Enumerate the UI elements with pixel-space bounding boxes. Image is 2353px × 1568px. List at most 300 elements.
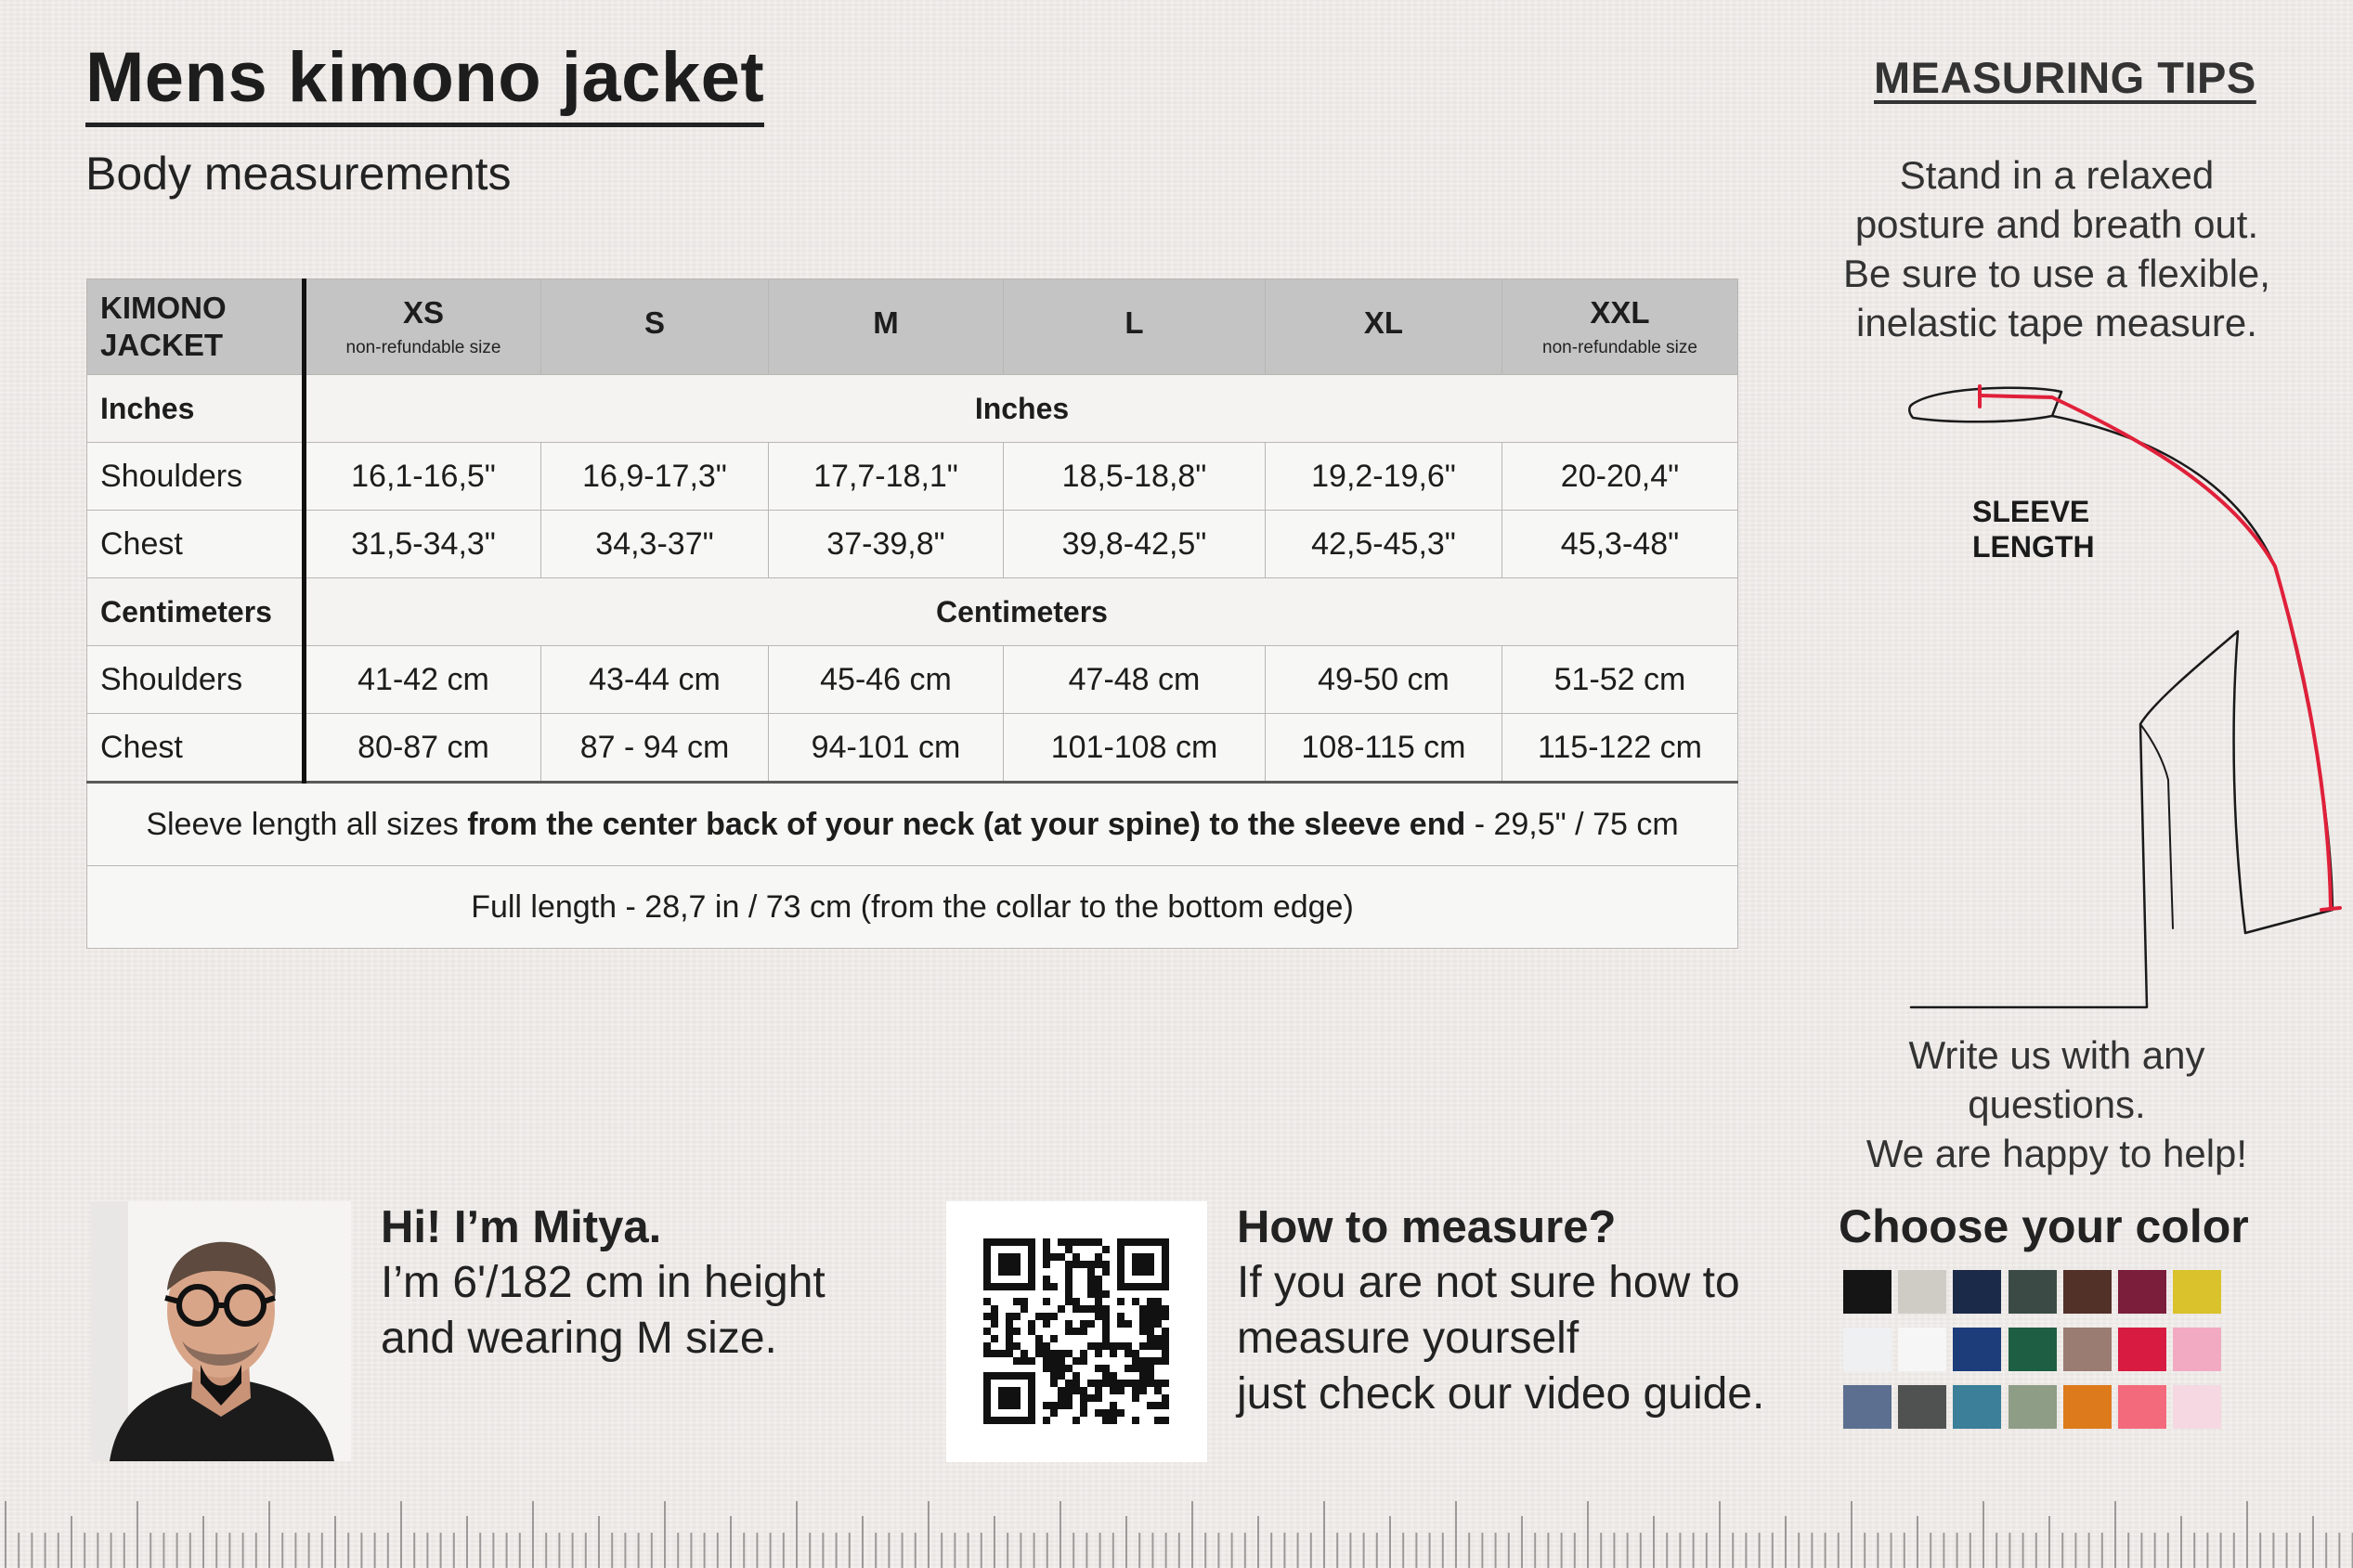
- qr-module: [1043, 1320, 1050, 1328]
- qr-module: [1050, 1372, 1058, 1380]
- qr-module: [1043, 1261, 1050, 1268]
- qr-module: [1147, 1402, 1154, 1409]
- qr-module: [1095, 1298, 1102, 1305]
- qr-module: [1087, 1305, 1095, 1313]
- measure-line: [1980, 386, 2340, 910]
- qr-module: [1043, 1246, 1050, 1253]
- table-cell: 49-50 cm: [1266, 646, 1502, 714]
- qr-module: [1043, 1313, 1050, 1320]
- qr-module: [1080, 1320, 1087, 1328]
- qr-module: [1102, 1335, 1110, 1342]
- corner-line-1: KIMONO: [100, 291, 227, 326]
- qr-finder: [983, 1372, 991, 1424]
- color-swatch[interactable]: [2173, 1385, 2221, 1429]
- qr-module: [1154, 1380, 1162, 1387]
- qr-module: [1147, 1342, 1154, 1350]
- qr-module: [1043, 1298, 1050, 1305]
- qr-module: [1154, 1335, 1162, 1342]
- size-label: M: [873, 305, 899, 340]
- qr-module: [1087, 1261, 1095, 1268]
- size-header-s: [541, 279, 769, 375]
- qr-module: [1095, 1350, 1102, 1357]
- color-swatch[interactable]: [1843, 1270, 1892, 1314]
- qr-module: [1095, 1394, 1102, 1402]
- size-label: XXL: [1590, 295, 1650, 330]
- table-cell: 47-48 cm: [1004, 646, 1266, 714]
- qr-module: [1110, 1402, 1117, 1409]
- qr-module: [1013, 1313, 1020, 1320]
- qr-module: [1065, 1238, 1072, 1246]
- qr-module: [1117, 1342, 1124, 1350]
- qr-module: [1013, 1357, 1020, 1365]
- qr-module: [1095, 1342, 1102, 1350]
- sleeve-note-bold: from the center back of your neck (at your spine) to the sleeve end: [467, 806, 1466, 842]
- qr-finder: [1028, 1238, 1035, 1290]
- qr-module: [1154, 1298, 1162, 1305]
- qr-module: [1102, 1342, 1110, 1350]
- sleeve-note-part2: - 29,5" / 75 cm: [1465, 806, 1679, 842]
- color-swatch[interactable]: [1843, 1328, 1892, 1371]
- qr-module: [1065, 1246, 1072, 1253]
- color-swatch[interactable]: [2173, 1328, 2221, 1371]
- qr-module: [1102, 1328, 1110, 1335]
- qr-module: [1154, 1313, 1162, 1320]
- qr-module: [1050, 1283, 1058, 1290]
- qr-module: [1050, 1380, 1058, 1387]
- qr-module: [1087, 1268, 1095, 1276]
- how-to-measure-line: just check our video guide.: [1237, 1369, 1765, 1419]
- qr-module: [1072, 1298, 1080, 1305]
- qr-module: [1043, 1276, 1050, 1283]
- size-header-xl: [1266, 279, 1502, 375]
- how-to-measure-info: [1237, 1199, 1764, 1422]
- table-cell: 115-122 cm: [1502, 714, 1738, 783]
- qr-module: [1110, 1387, 1117, 1394]
- qr-module: [1087, 1320, 1095, 1328]
- qr-module: [1065, 1387, 1072, 1394]
- qr-module: [1117, 1298, 1124, 1305]
- inches-section-title: Inches: [305, 375, 1738, 443]
- qr-module: [1058, 1253, 1065, 1261]
- sleeve-length-label: [1972, 494, 2095, 564]
- color-swatch[interactable]: [2063, 1270, 2112, 1314]
- sleeve-note-part1: Sleeve length all sizes: [146, 806, 468, 842]
- qr-module: [1080, 1261, 1087, 1268]
- measuring-tips-text: [1811, 150, 2303, 347]
- qr-module: [1132, 1298, 1139, 1305]
- video-guide-qr-code[interactable]: [946, 1201, 1207, 1462]
- table-row: [87, 646, 1738, 714]
- inches-section-row: [87, 375, 1738, 443]
- color-swatch[interactable]: [2118, 1328, 2166, 1371]
- qr-module: [983, 1328, 991, 1335]
- table-cell: 94-101 cm: [769, 714, 1004, 783]
- qr-module: [1013, 1328, 1020, 1335]
- color-swatch[interactable]: [2063, 1385, 2112, 1429]
- centimeters-section-row: [87, 578, 1738, 646]
- inches-row-label: Inches: [87, 375, 305, 443]
- qr-module: [1080, 1402, 1087, 1409]
- qr-module: [1020, 1350, 1028, 1357]
- table-cell: 43-44 cm: [541, 646, 769, 714]
- full-length-note: Full length - 28,7 in / 73 cm (from the collar to the bottom edge): [87, 866, 1738, 949]
- qr-module: [1095, 1290, 1102, 1298]
- qr-module: [1162, 1350, 1169, 1357]
- qr-module: [1110, 1417, 1117, 1424]
- qr-module: [1147, 1365, 1154, 1372]
- color-swatch[interactable]: [1953, 1385, 2001, 1429]
- qr-module: [1043, 1417, 1050, 1424]
- qr-module: [1095, 1409, 1102, 1417]
- qr-module: [1132, 1350, 1139, 1357]
- qr-module: [991, 1320, 998, 1328]
- qr-module: [991, 1305, 998, 1313]
- qr-module: [1020, 1357, 1028, 1365]
- qr-module: [1147, 1320, 1154, 1328]
- qr-module: [1080, 1357, 1087, 1365]
- size-label: XS: [402, 295, 445, 330]
- table-cell: 101-108 cm: [1004, 714, 1266, 783]
- qr-module: [1154, 1417, 1162, 1424]
- model-photo: [91, 1201, 351, 1461]
- qr-module: [1006, 1342, 1013, 1350]
- qr-module: [1020, 1305, 1028, 1313]
- qr-module: [1080, 1305, 1087, 1313]
- qr-module: [1117, 1380, 1124, 1387]
- color-swatch-grid: [1843, 1270, 2230, 1430]
- color-swatch[interactable]: [1953, 1270, 2001, 1314]
- qr-finder: [1132, 1253, 1154, 1276]
- qr-module: [1139, 1365, 1147, 1372]
- qr-module: [1139, 1380, 1147, 1387]
- sleeve-length-note: [87, 783, 1738, 866]
- color-swatch[interactable]: [2173, 1270, 2221, 1314]
- qr-module: [1139, 1313, 1147, 1320]
- qr-module: [1050, 1350, 1058, 1357]
- qr-finder: [1117, 1283, 1169, 1290]
- qr-module: [1110, 1342, 1117, 1350]
- table-cell: 37-39,8": [769, 511, 1004, 578]
- qr-module: [1087, 1380, 1095, 1387]
- qr-module: [1154, 1305, 1162, 1313]
- choose-color-title: Choose your color: [1839, 1200, 2249, 1252]
- qr-module: [1065, 1320, 1072, 1328]
- qr-module: [1058, 1394, 1065, 1402]
- qr-module: [1050, 1253, 1058, 1261]
- qr-module: [1006, 1350, 1013, 1357]
- qr-module: [1102, 1320, 1110, 1328]
- qr-module: [1102, 1365, 1110, 1372]
- table-cell: 34,3-37": [541, 511, 769, 578]
- qr-module: [1124, 1350, 1132, 1357]
- size-header-xxl: [1502, 279, 1738, 375]
- table-cell: 108-115 cm: [1266, 714, 1502, 783]
- qr-finder: [983, 1238, 1035, 1246]
- measuring-tips-title: MEASURING TIPS: [1874, 53, 2256, 102]
- qr-module: [1095, 1380, 1102, 1387]
- qr-module: [1043, 1253, 1050, 1261]
- qr-module: [1117, 1320, 1124, 1328]
- qr-module: [1050, 1357, 1058, 1365]
- help-line: Write us with any: [1908, 1033, 2205, 1077]
- qr-module: [1132, 1417, 1139, 1424]
- qr-module: [1058, 1305, 1065, 1313]
- qr-module: [1162, 1417, 1169, 1424]
- qr-module: [1095, 1313, 1102, 1320]
- sleeve-length-row: [87, 783, 1738, 866]
- qr-module: [1102, 1261, 1110, 1268]
- color-swatch[interactable]: [1898, 1270, 1946, 1314]
- qr-module: [991, 1313, 998, 1320]
- color-swatch[interactable]: [2118, 1385, 2166, 1429]
- qr-module: [1132, 1394, 1139, 1402]
- qr-module: [1043, 1365, 1050, 1372]
- size-note: non-refundable size: [1542, 338, 1697, 357]
- qr-module: [1050, 1402, 1058, 1409]
- model-heading: Hi! I’m Mitya.: [381, 1202, 662, 1252]
- qr-module: [1043, 1238, 1050, 1246]
- qr-finder: [983, 1238, 991, 1290]
- qr-module: [1035, 1313, 1043, 1320]
- color-swatch[interactable]: [2008, 1270, 2057, 1314]
- size-label: S: [644, 305, 665, 340]
- sleeve-length-diagram: [1876, 353, 2353, 1021]
- qr-module: [1095, 1305, 1102, 1313]
- model-portrait-image: [91, 1201, 351, 1461]
- ruler-ticks: [6, 1501, 2353, 1568]
- qr-module: [1147, 1335, 1154, 1342]
- qr-finder: [983, 1372, 1035, 1380]
- tips-line: Be sure to use a flexible,: [1843, 252, 2270, 295]
- ruler-decoration: [0, 1497, 2353, 1568]
- qr-module: [1162, 1394, 1169, 1402]
- row-label: Chest: [87, 714, 305, 783]
- qr-module: [1013, 1298, 1020, 1305]
- qr-module: [1028, 1320, 1035, 1328]
- qr-module: [1072, 1387, 1080, 1394]
- qr-module: [1028, 1328, 1035, 1335]
- qr-module: [1072, 1253, 1080, 1261]
- qr-module: [1058, 1402, 1065, 1409]
- size-label: XL: [1363, 305, 1404, 340]
- qr-module: [1162, 1305, 1169, 1313]
- table-cell: 18,5-18,8": [1004, 443, 1266, 511]
- qr-module: [1102, 1313, 1110, 1320]
- qr-module: [1102, 1268, 1110, 1276]
- table-cell: 45-46 cm: [769, 646, 1004, 714]
- table-cell: 42,5-45,3": [1266, 511, 1502, 578]
- qr-module: [1162, 1313, 1169, 1320]
- qr-module: [1162, 1357, 1169, 1365]
- table-row: [87, 443, 1738, 511]
- qr-module: [1065, 1268, 1072, 1276]
- qr-module: [983, 1342, 991, 1350]
- qr-module: [1102, 1290, 1110, 1298]
- color-swatch[interactable]: [1898, 1385, 1946, 1429]
- size-header-xs: [305, 279, 541, 375]
- qr-module: [1065, 1290, 1072, 1298]
- qr-module: [1072, 1261, 1080, 1268]
- qr-module: [1080, 1350, 1087, 1357]
- table-cell: 80-87 cm: [305, 714, 541, 783]
- centimeters-row-label: Centimeters: [87, 578, 305, 646]
- help-line: We are happy to help!: [1866, 1132, 2248, 1175]
- qr-module: [1065, 1261, 1072, 1268]
- qr-module: [1132, 1380, 1139, 1387]
- table-cell: 19,2-19,6": [1266, 443, 1502, 511]
- qr-module: [1139, 1320, 1147, 1328]
- color-swatch[interactable]: [1898, 1328, 1946, 1371]
- qr-module: [983, 1350, 991, 1357]
- measure-path: [1980, 395, 2331, 908]
- qr-module: [998, 1350, 1006, 1357]
- size-chart-table: [86, 279, 1738, 949]
- table-cell: 39,8-42,5": [1004, 511, 1266, 578]
- qr-module: [1013, 1342, 1020, 1350]
- color-swatch[interactable]: [2008, 1385, 2057, 1429]
- qr-module: [1080, 1387, 1087, 1394]
- qr-module: [1095, 1365, 1102, 1372]
- qr-module: [1035, 1342, 1043, 1350]
- qr-finder: [1117, 1238, 1169, 1246]
- qr-module: [1147, 1372, 1154, 1380]
- qr-module: [1043, 1402, 1050, 1409]
- qr-module: [1162, 1335, 1169, 1342]
- qr-module: [983, 1298, 991, 1305]
- tips-line: posture and breath out.: [1854, 202, 2259, 246]
- qr-module: [1028, 1357, 1035, 1365]
- color-swatch[interactable]: [2063, 1328, 2112, 1371]
- qr-module: [1072, 1328, 1080, 1335]
- qr-module: [1102, 1417, 1110, 1424]
- qr-module: [1154, 1387, 1162, 1394]
- qr-finder: [1162, 1238, 1169, 1290]
- qr-module: [1139, 1357, 1147, 1365]
- qr-module: [1147, 1357, 1154, 1365]
- qr-module: [1020, 1298, 1028, 1305]
- qr-finder: [998, 1387, 1020, 1409]
- qr-module: [1110, 1372, 1117, 1380]
- table-cell: 51-52 cm: [1502, 646, 1738, 714]
- qr-module: [1124, 1380, 1132, 1387]
- qr-module: [1080, 1409, 1087, 1417]
- qr-module: [1147, 1380, 1154, 1387]
- table-cell: 87 - 94 cm: [541, 714, 769, 783]
- color-swatch[interactable]: [1953, 1328, 2001, 1371]
- qr-module: [1072, 1305, 1080, 1313]
- qr-module: [991, 1335, 998, 1342]
- qr-module: [991, 1350, 998, 1357]
- color-swatch[interactable]: [1843, 1385, 1892, 1429]
- table-cell: 41-42 cm: [305, 646, 541, 714]
- qr-module: [1043, 1342, 1050, 1350]
- qr-module: [1162, 1342, 1169, 1350]
- qr-module: [1102, 1409, 1110, 1417]
- qr-module: [1035, 1335, 1043, 1342]
- color-swatch[interactable]: [2118, 1270, 2166, 1314]
- qr-module: [1154, 1357, 1162, 1365]
- qr-module: [1102, 1372, 1110, 1380]
- sleeve-label-line-1: SLEEVE: [1972, 495, 2090, 528]
- table-cell: 16,9-17,3": [541, 443, 769, 511]
- row-label: Shoulders: [87, 646, 305, 714]
- row-label: Shoulders: [87, 443, 305, 511]
- qr-code-icon: [946, 1201, 1207, 1462]
- tips-line: inelastic tape measure.: [1856, 301, 2257, 344]
- qr-module: [1006, 1335, 1013, 1342]
- qr-module: [1065, 1365, 1072, 1372]
- qr-module: [1147, 1328, 1154, 1335]
- qr-module: [1087, 1290, 1095, 1298]
- model-info: [381, 1199, 826, 1367]
- qr-finder: [983, 1283, 1035, 1290]
- qr-module: [1065, 1276, 1072, 1283]
- qr-module: [1095, 1261, 1102, 1268]
- table-row: [87, 511, 1738, 578]
- qr-module: [1035, 1350, 1043, 1357]
- color-swatch[interactable]: [2008, 1328, 2057, 1371]
- qr-module: [1006, 1313, 1013, 1320]
- qr-module: [1065, 1380, 1072, 1387]
- measure-end-tick: [2321, 908, 2340, 910]
- qr-module: [1139, 1305, 1147, 1313]
- qr-module: [1147, 1313, 1154, 1320]
- qr-module: [1095, 1238, 1102, 1246]
- qr-module: [1065, 1328, 1072, 1335]
- qr-module: [1095, 1253, 1102, 1261]
- qr-module: [1058, 1357, 1065, 1365]
- how-to-measure-line: measure yourself: [1237, 1314, 1580, 1363]
- qr-module: [1065, 1350, 1072, 1357]
- model-height-text: I’m 6'/182 cm in height: [381, 1258, 826, 1307]
- qr-finder: [983, 1417, 1035, 1424]
- qr-module: [1110, 1380, 1117, 1387]
- qr-module: [1043, 1283, 1050, 1290]
- table-cell: 45,3-48": [1502, 511, 1738, 578]
- qr-module: [1124, 1320, 1132, 1328]
- qr-module: [1058, 1350, 1065, 1357]
- how-to-measure-heading: How to measure?: [1237, 1202, 1617, 1252]
- qr-module: [1102, 1380, 1110, 1387]
- qr-finder: [1117, 1238, 1124, 1290]
- qr-module: [1154, 1342, 1162, 1350]
- qr-module: [1080, 1328, 1087, 1335]
- qr-module: [1065, 1283, 1072, 1290]
- qr-module: [1087, 1276, 1095, 1283]
- qr-module: [1117, 1387, 1124, 1394]
- qr-module: [1095, 1276, 1102, 1283]
- model-size-text: and wearing M size.: [381, 1314, 777, 1363]
- qr-finder: [1028, 1372, 1035, 1424]
- qr-module: [1058, 1365, 1065, 1372]
- qr-module: [1050, 1409, 1058, 1417]
- qr-module: [1065, 1394, 1072, 1402]
- help-text: [1811, 1030, 2303, 1178]
- full-length-row: [87, 866, 1738, 949]
- table-cell: 17,7-18,1": [769, 443, 1004, 511]
- qr-module: [1058, 1387, 1065, 1394]
- qr-module: [1117, 1409, 1124, 1417]
- qr-module: [1072, 1380, 1080, 1387]
- qr-module: [1058, 1238, 1065, 1246]
- qr-module: [1058, 1372, 1065, 1380]
- qr-module: [1162, 1380, 1169, 1387]
- qr-finder: [998, 1253, 1020, 1276]
- qr-module: [1132, 1365, 1139, 1372]
- table-corner-label: [87, 279, 305, 375]
- qr-module: [1117, 1313, 1124, 1320]
- qr-module: [1043, 1357, 1050, 1365]
